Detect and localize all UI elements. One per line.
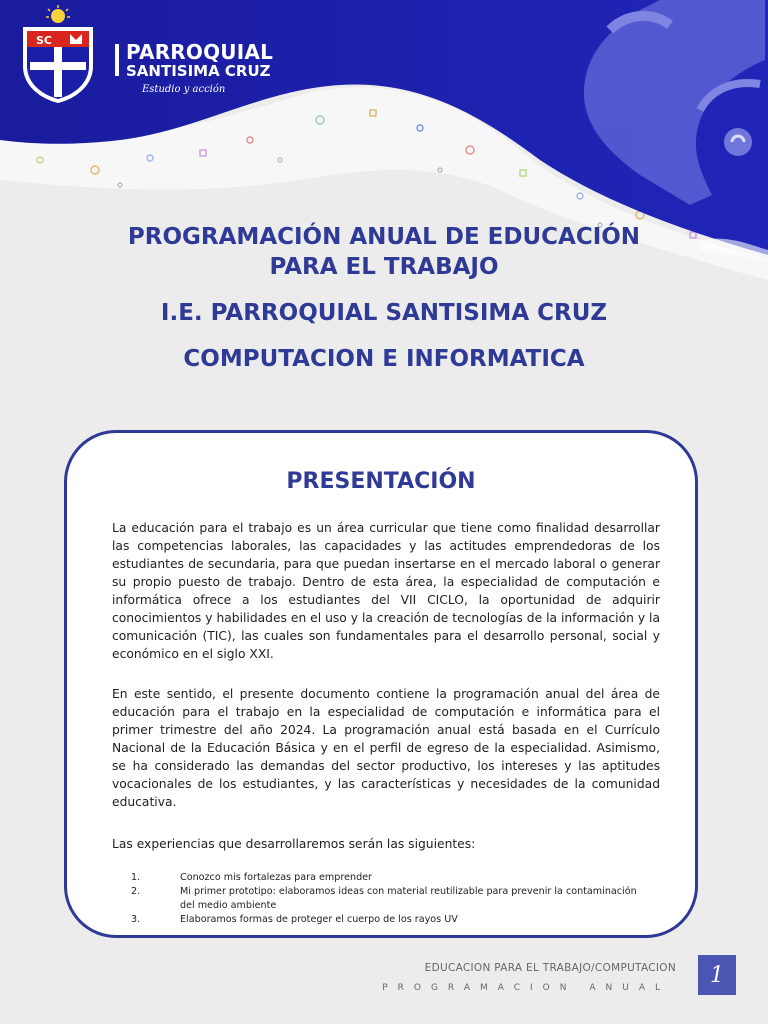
list-item (131, 913, 651, 927)
svg-text:SC: SC (36, 34, 52, 47)
title-line-4: COMPUTACION E INFORMATICA (183, 346, 585, 372)
list-item-number: 1. (131, 872, 141, 883)
brand-name: PARROQUIAL (126, 40, 274, 64)
paragraph-1: La educación para el trabajo es un área curricular que tiene como finalidad desarrollar las competencias laborales, las capacidades y las actitudes emprendedoras de los estudiantes de secundaria, para que puedan insertarse en el mercado laboral o generar su propio puesto de trabajo. Dentro de esta área, la especialidad de computación e informática ofrece a los estudiantes del VII CICLO, la oportunidad de adquirir conocimientos y habilidades en el uso y la creación de tecnologías de la información y la comunicación (TIC), las cuales son fundamentales para el desarrollo personal, social y económico en el siglo XXI. (112, 521, 660, 661)
brand-subname: SANTISIMA CRUZ (126, 62, 271, 80)
list-item (131, 871, 651, 885)
shield-icon (18, 4, 98, 104)
paragraph-3: Las experiencias que desarrollaremos serán las siguientes: (112, 837, 476, 851)
list-item-number: 3. (131, 914, 141, 925)
document-titles (0, 222, 768, 374)
list-item-text: Mi primer prototipo: elaboramos ideas con material reutilizable para prevenir la contaminación del medio ambiente (180, 886, 637, 911)
card-title: PRESENTACIÓN (286, 469, 476, 494)
paragraph-2: En este sentido, el presente documento contiene la programación anual del área de educación para el trabajo en la especialidad de computación e informática para el primer trimestre del año 2024. La programación anual está basada en el Currículo Nacional de la Educación Básica y en el perfil de egreso de la especialidad. Asimismo, se ha considerado las demandas del sector productivo, los intereses y las aptitudes vocacionales de los estudiantes, y las características y necesidades de la comunidad educativa. (112, 687, 660, 809)
experiences-list (131, 871, 651, 927)
school-logo (14, 4, 274, 104)
page-number: 1 (698, 955, 736, 995)
brand-slogan: Estudio y acción (142, 84, 226, 95)
title-line-2: PARA EL TRABAJO (269, 254, 499, 280)
list-item-number: 2. (131, 886, 141, 897)
title-line-3: I.E. PARROQUIAL SANTISIMA CRUZ (160, 300, 608, 326)
footer-subject: EDUCACION PARA EL TRABAJO/COMPUTACION (424, 962, 676, 974)
list-item (131, 885, 651, 913)
footer-doc-type: PROGRAMACION ANUAL (382, 983, 670, 993)
list-item-text: Elaboramos formas de proteger el cuerpo de los rayos UV (180, 914, 458, 925)
brand-divider (115, 44, 119, 76)
presentation-card (64, 430, 698, 938)
title-line-1: PROGRAMACIÓN ANUAL DE EDUCACIÓN (127, 224, 641, 250)
list-item-text: Conozco mis fortalezas para emprender (180, 872, 373, 883)
